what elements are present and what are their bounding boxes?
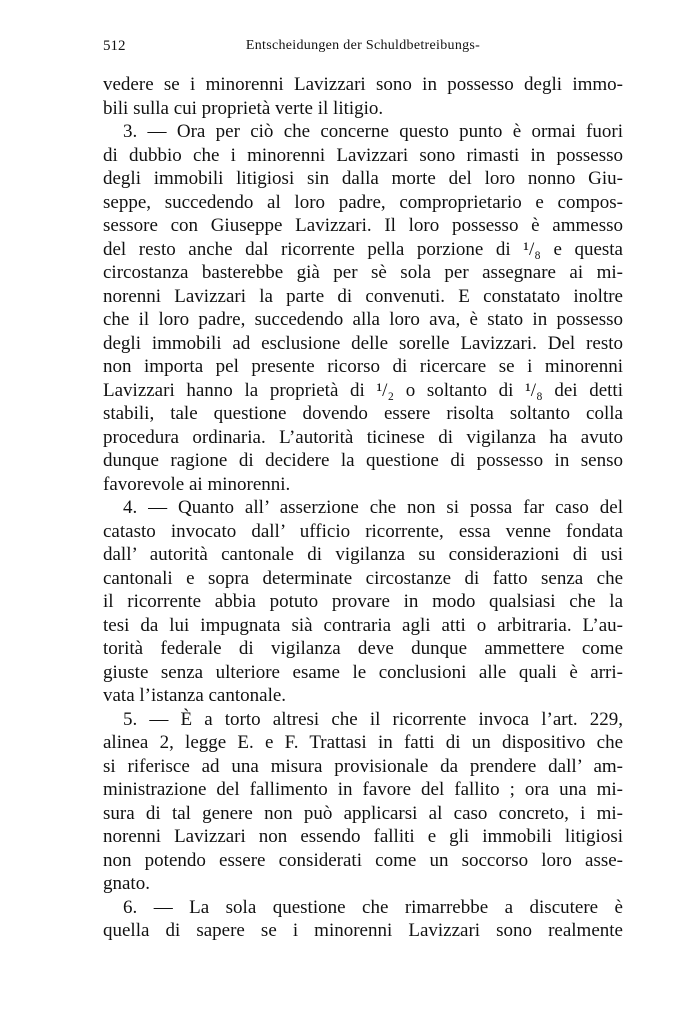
text-line: circostanza basterebbe già per sè sola per assegnare ai mi-	[103, 262, 623, 283]
running-head	[103, 36, 623, 56]
text-line: degli immobili litigiosi sin dalla morte del loro nonno Giu-	[103, 168, 623, 189]
body-text	[103, 73, 623, 943]
text-line: dunque ragione di decidere la questione di possesso in senso	[103, 450, 623, 471]
text-line: catasto invocato dall’ ufficio ricorrente, essa venne fondata	[103, 520, 623, 542]
text-line: degli immobili ad esclusione delle sorelle Lavizzari. Del resto	[103, 332, 623, 354]
running-title: Entscheidungen der Schuldbetreibungs-	[245, 38, 481, 53]
text-line: bili sulla cui proprietà verte il litigio.	[103, 97, 384, 119]
text-line: norenni Lavizzari la parte di convenuti. E constatato inoltre	[103, 285, 623, 307]
text-line: di dubbio che i minorenni Lavizzari sono rimasti in possesso	[103, 144, 623, 166]
text-line: torità federale di vigilanza deve dunque ammettere come	[103, 638, 623, 659]
text-line: Lavizzari hanno la proprietà di ¹/₂ o soltanto di ¹/₈ dei detti	[103, 379, 623, 401]
text-line: del resto anche dal ricorrente pella porzione di ¹/₈ e questa	[103, 238, 623, 260]
text-line: 3. — Ora per ciò che concerne questo punto è ormai fuori	[123, 121, 623, 142]
text-line: 6. — La sola questione che rimarrebbe a discutere è	[123, 896, 623, 918]
text-line: il ricorrente abbia potuto provare in modo qualsiasi che la	[103, 591, 623, 612]
text-line: ministrazione del fallimento in favore del fallito ; ora una mi-	[103, 779, 623, 800]
text-line: procedura ordinaria. L’autorità ticinese di vigilanza ha avuto	[103, 426, 623, 448]
text-line: 4. — Quanto all’ asserzione che non si possa far caso del	[123, 497, 623, 518]
text-line: non importa pel presente ricorso di ricercare se i minorenni	[103, 356, 623, 377]
text-line: quella di sapere se i minorenni Lavizzari sono realmente	[103, 920, 623, 941]
page-number: 512	[103, 38, 126, 54]
text-line: 5. — È a torto altresi che il ricorrente invoca l’art. 229,	[123, 708, 623, 730]
text-line: vedere se i minorenni Lavizzari sono in possesso degli immo-	[103, 74, 623, 95]
text-line: dall’ autorità cantonale di vigilanza su considerazioni di usi	[103, 544, 623, 565]
text-line: non potendo essere considerati come un soccorso loro asse-	[103, 849, 623, 871]
text-line: stabili, tale questione dovendo essere risolta soltanto colla	[103, 403, 623, 424]
text-line: alinea 2, legge E. e F. Trattasi in fatti di un dispositivo che	[103, 732, 623, 753]
text-line: favorevole ai minorenni.	[103, 473, 291, 495]
text-line: norenni Lavizzari non essendo falliti e gli immobili litigiosi	[103, 826, 623, 847]
text-line: seppe, succedendo al loro padre, comproprietario e compos-	[103, 191, 623, 213]
text-line: vata l’istanza cantonale.	[103, 685, 287, 706]
text-line: gnato.	[103, 873, 150, 894]
text-line: sessore con Giuseppe Lavizzari. Il loro possesso è ammesso	[103, 215, 623, 236]
text-line: che il loro padre, succedendo alla loro ava, è stato in possesso	[103, 309, 623, 330]
text-line: giuste senza ulteriore esame le conclusioni alle quali è arri-	[103, 661, 623, 683]
text-line: tesi da lui impugnata sià contraria agli atti o arbitraria. L’au-	[103, 614, 623, 636]
text-line: cantonali e sopra determinate circostanze di fatto senza che	[103, 567, 623, 589]
text-line: si riferisce ad una misura provisionale da prendere dall’ am-	[103, 755, 623, 777]
text-line: sura di tal genere non può applicarsi al caso concreto, i mi-	[103, 802, 623, 824]
